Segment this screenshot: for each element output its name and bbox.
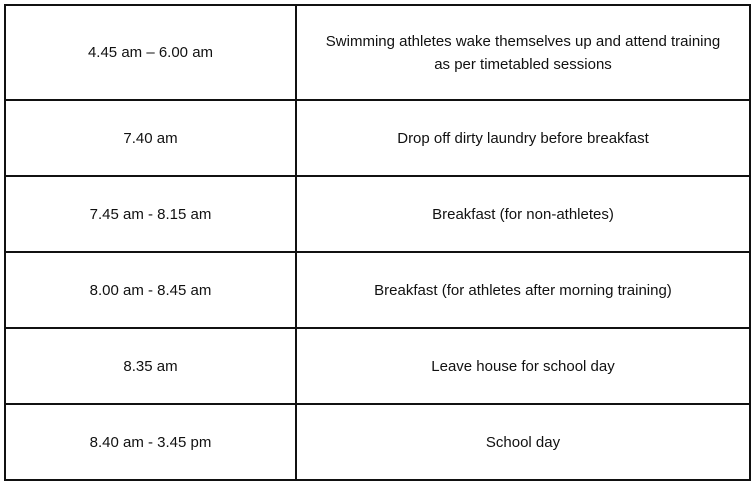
table-row <box>5 176 750 252</box>
table-row <box>5 404 750 480</box>
activity-cell: Breakfast (for athletes after morning training) <box>296 252 750 328</box>
activity-cell: Leave house for school day <box>296 328 750 404</box>
activity-cell: Drop off dirty laundry before breakfast <box>296 100 750 176</box>
table-row <box>5 252 750 328</box>
schedule-table <box>4 4 751 481</box>
time-cell: 8.40 am - 3.45 pm <box>5 404 296 480</box>
table-row <box>5 100 750 176</box>
time-cell: 8.35 am <box>5 328 296 404</box>
time-cell: 7.40 am <box>5 100 296 176</box>
activity-cell <box>296 5 750 100</box>
time-cell: 4.45 am – 6.00 am <box>5 5 296 100</box>
time-cell: 8.00 am - 8.45 am <box>5 252 296 328</box>
time-cell: 7.45 am - 8.15 am <box>5 176 296 252</box>
table-row <box>5 5 750 100</box>
schedule-body <box>5 5 750 480</box>
activity-text: Swimming athletes wake themselves up and attend training as per timetabled sessions <box>325 32 721 73</box>
activity-cell: School day <box>296 404 750 480</box>
activity-cell: Breakfast (for non-athletes) <box>296 176 750 252</box>
table-row <box>5 328 750 404</box>
